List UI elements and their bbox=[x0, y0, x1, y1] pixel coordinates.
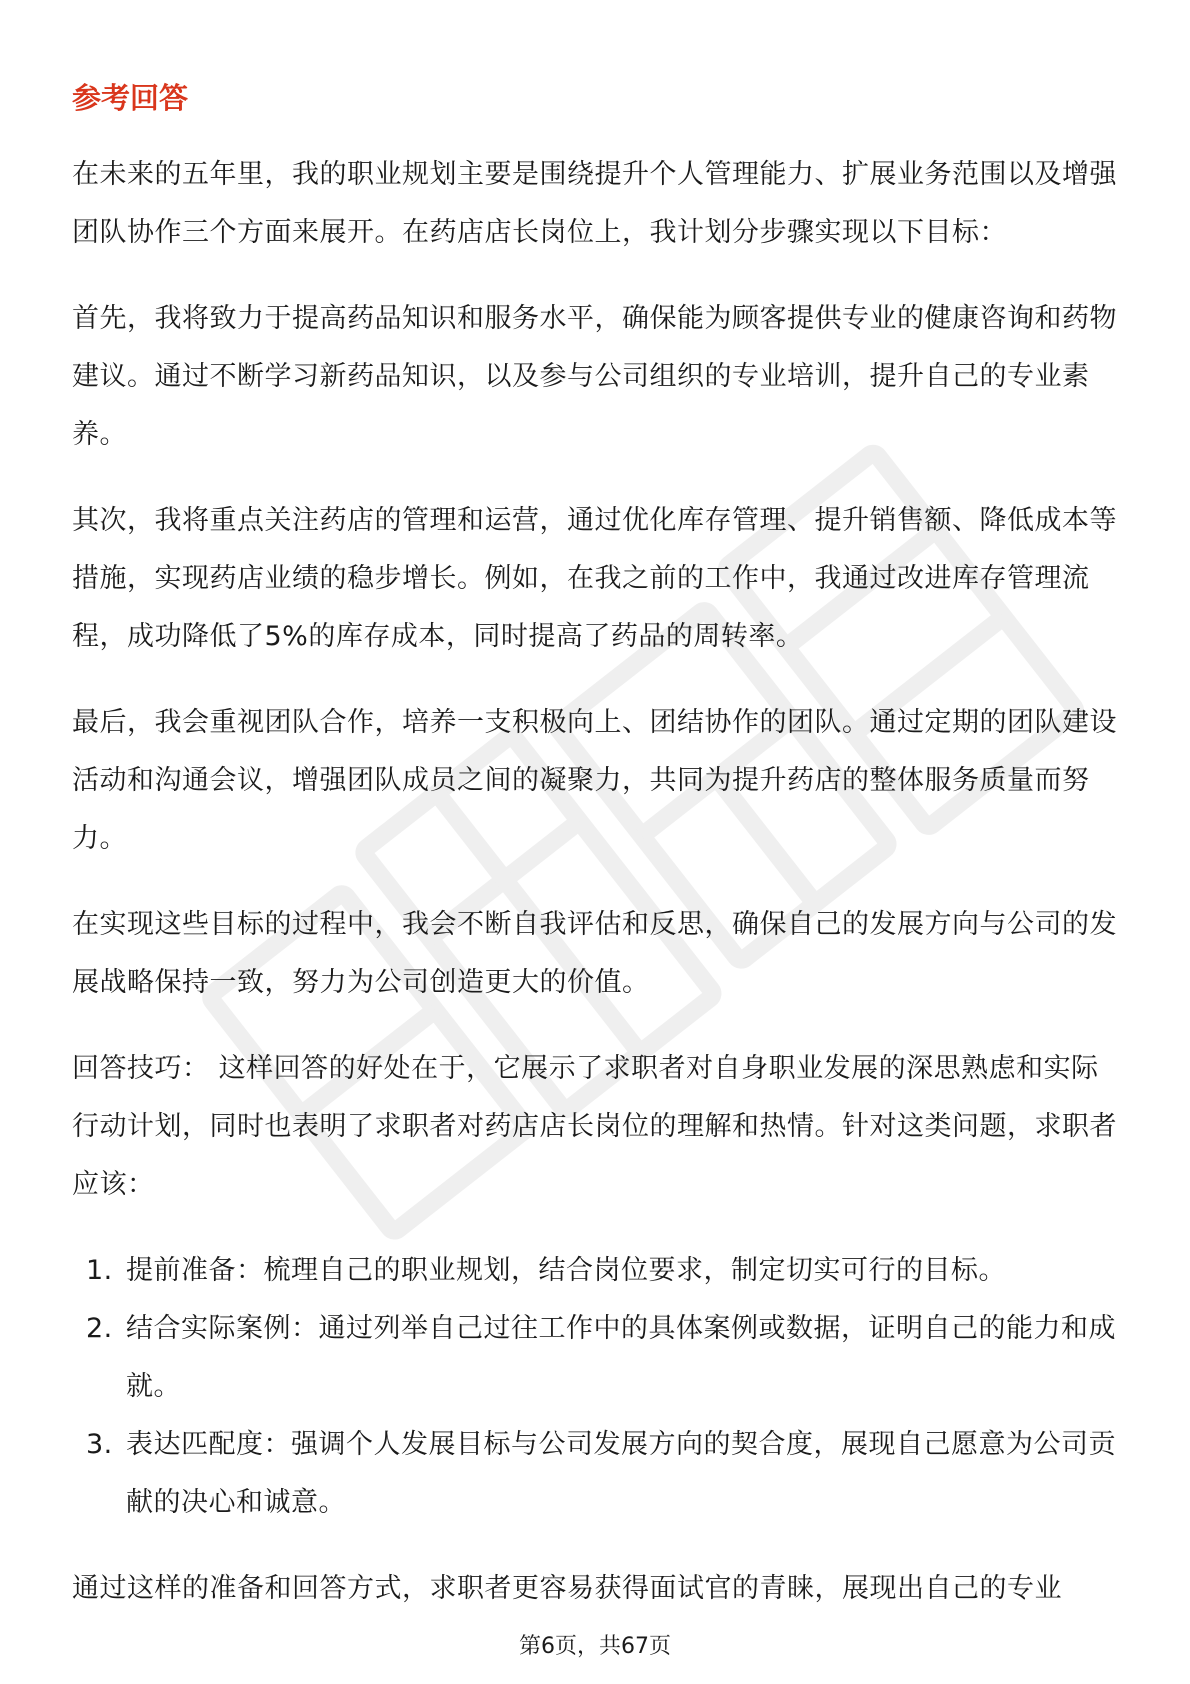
paragraph: 首先，我将致力于提高药品知识和服务水平，确保能为顾客提供专业的健康咨询和药物建议。通过不断学习新药品知识，以及参与公司组织的专业培训，提升自己的专业素养。 bbox=[72, 303, 1117, 450]
list-number: 1. bbox=[86, 1255, 113, 1286]
tips-list bbox=[72, 1242, 1122, 1532]
list-number: 2. bbox=[86, 1313, 113, 1344]
paragraph: 在未来的五年里，我的职业规划主要是围绕提升个人管理能力、扩展业务范围以及增强团队协作三个方面来展开。在药店店长岗位上，我计划分步骤实现以下目标： bbox=[72, 159, 1117, 248]
list-text: 表达匹配度：强调个人发展目标与公司发展方向的契合度，展现自己愿意为公司贡献的决心和诚意。 bbox=[126, 1429, 1116, 1518]
section-heading: 参考回答 bbox=[72, 81, 189, 115]
list-item bbox=[72, 1416, 1122, 1532]
list-item bbox=[72, 1300, 1122, 1416]
document-content bbox=[72, 78, 1122, 1646]
closing-paragraph: 通过这样的准备和回答方式，求职者更容易获得面试官的青睐，展现出自己的专业 bbox=[72, 1573, 1062, 1604]
list-number: 3. bbox=[86, 1429, 113, 1460]
paragraph: 其次，我将重点关注药店的管理和运营，通过优化库存管理、提升销售额、降低成本等措施，实现药店业绩的稳步增长。例如，在我之前的工作中，我通过改进库存管理流程，成功降低了5%的库存成本，同时提高了药品的周转率。 bbox=[72, 505, 1117, 652]
list-item bbox=[72, 1242, 1122, 1300]
answer-tips-paragraph: 回答技巧： 这样回答的好处在于，它展示了求职者对自身职业发展的深思熟虑和实际行动计划，同时也表明了求职者对药店店长岗位的理解和热情。针对这类问题，求职者应该： bbox=[72, 1053, 1117, 1200]
list-text: 提前准备：梳理自己的职业规划，结合岗位要求，制定切实可行的目标。 bbox=[126, 1255, 1006, 1286]
page-number-footer: 第6页，共67页 bbox=[519, 1634, 671, 1659]
list-text: 结合实际案例：通过列举自己过往工作中的具体案例或数据，证明自己的能力和成就。 bbox=[126, 1313, 1116, 1402]
paragraph: 最后，我会重视团队合作，培养一支积极向上、团结协作的团队。通过定期的团队建设活动和沟通会议，增强团队成员之间的凝聚力，共同为提升药店的整体服务质量而努力。 bbox=[72, 707, 1117, 854]
paragraph: 在实现这些目标的过程中，我会不断自我评估和反思，确保自己的发展方向与公司的发展战略保持一致，努力为公司创造更大的价值。 bbox=[72, 909, 1117, 998]
